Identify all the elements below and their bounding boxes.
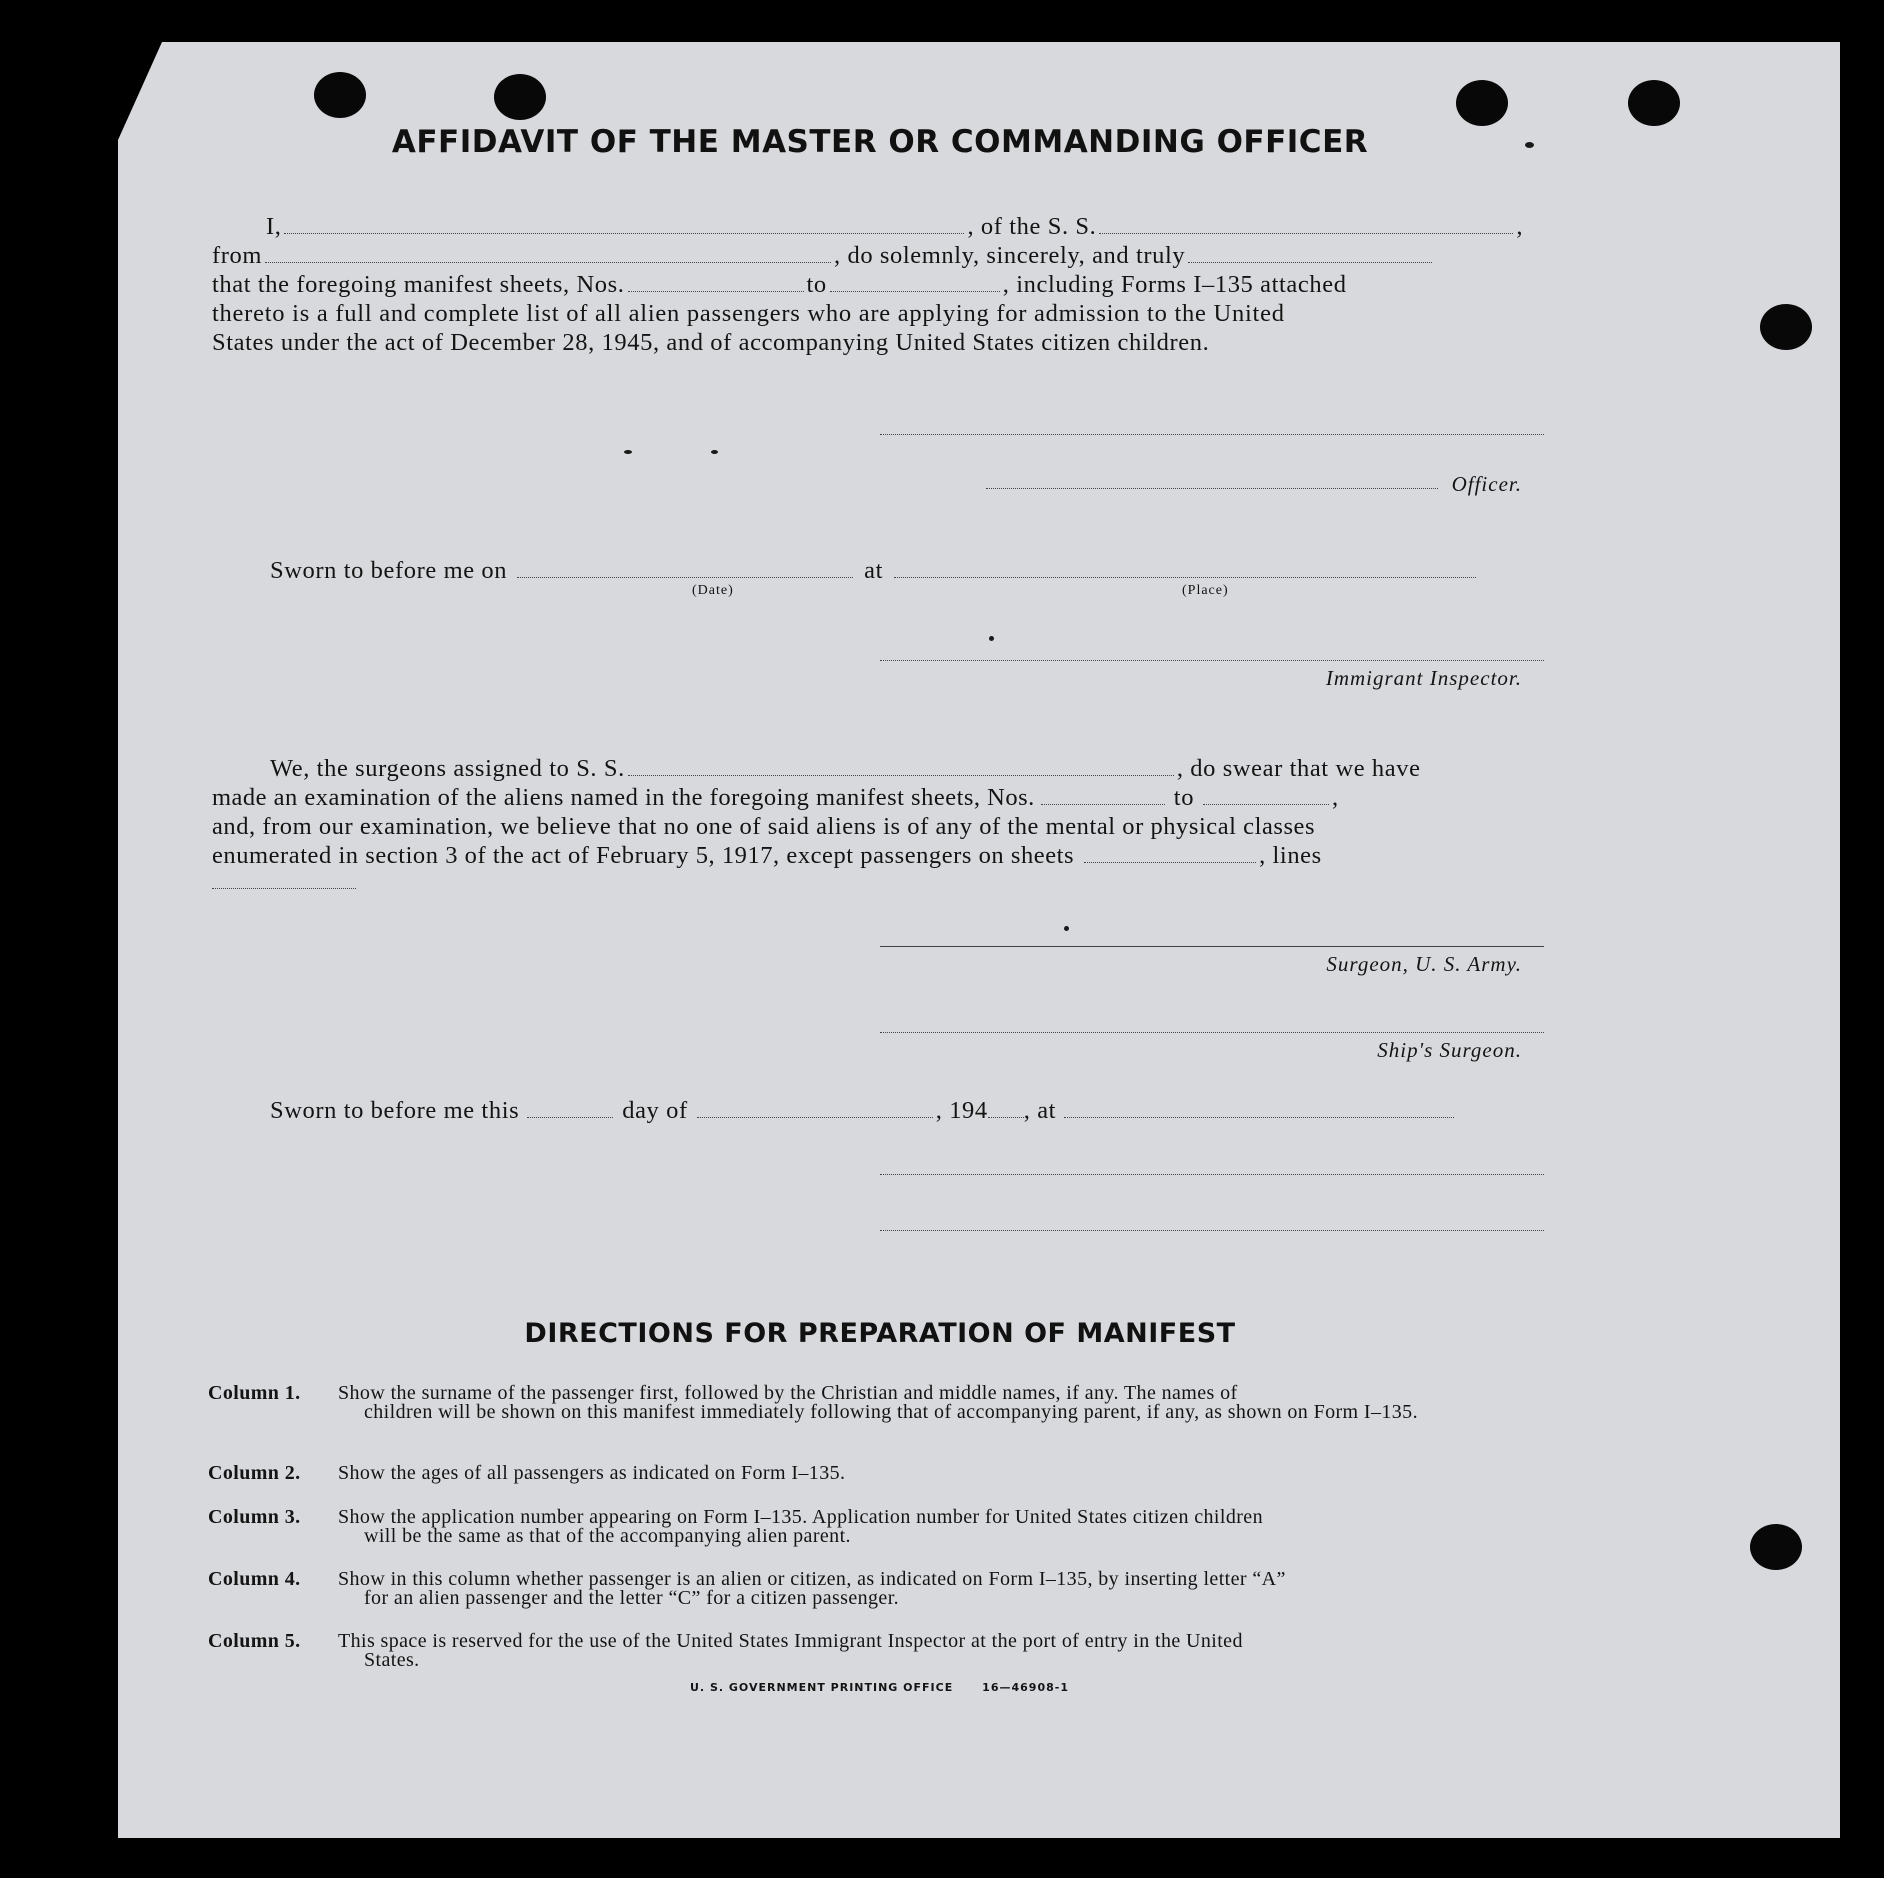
speck (1064, 926, 1069, 931)
column-text-first: Show the ages of all passengers as indicated on Form I–135. (338, 1462, 846, 1484)
signature-line[interactable] (880, 1032, 1544, 1033)
surgeons-line-3 (212, 812, 1315, 841)
army-surgeon-label: Surgeon, U. S. Army. (1326, 952, 1522, 976)
except-sheets-blank[interactable] (1084, 844, 1256, 863)
sheets-to-blank[interactable] (830, 273, 1000, 292)
column-text-first: This space is reserved for the use of the United States Immigrant Inspector at the port of entry in the United (338, 1630, 1243, 1652)
column-text (338, 1570, 1544, 1608)
affidavit-line-4 (212, 299, 1285, 328)
column-name: Column 1. (208, 1382, 301, 1404)
surgeons-text: , (1332, 784, 1339, 811)
surgeons-line-2 (212, 783, 1546, 812)
column-text-first: Show in this column whether passenger is an alien or citizen, as indicated on Form I–135, by inserting letter “A” (338, 1568, 1286, 1590)
affidavit-text: that the foregoing manifest sheets, Nos. (212, 271, 625, 298)
surgeons-line-4 (212, 841, 1546, 870)
signature-line[interactable] (880, 660, 1544, 661)
place-blank[interactable] (894, 559, 1476, 578)
column-text-first: Show the surname of the passenger first, followed by the Christian and middle names, if any. The names of (338, 1382, 1238, 1404)
signature-line[interactable] (880, 434, 1544, 435)
sworn-text: at (864, 557, 884, 584)
punch-hole (1628, 80, 1680, 126)
surgeons-line-1 (270, 754, 1546, 783)
column-name: Column 5. (208, 1630, 301, 1652)
surgeons-text: to (1173, 784, 1195, 811)
sworn-text: Sworn to before me on (270, 557, 508, 584)
column-text-rest: children will be shown on this manifest immediately following that of accompanying parent, if any, as shown on Form I–135. (364, 1401, 1418, 1423)
column-text-first: Show the application number appearing on Form I–135. Application number for United States citizen children (338, 1506, 1263, 1528)
affidavit-title: AFFIDAVIT OF THE MASTER OR COMMANDING OFFICER (391, 124, 1369, 160)
month-blank[interactable] (697, 1099, 933, 1118)
punch-hole (1456, 80, 1508, 126)
name-blank[interactable] (284, 215, 964, 234)
sworn-line-1 (270, 556, 1546, 585)
affidavit-line-5 (212, 328, 1209, 357)
ships-surgeon-label: Ship's Surgeon. (1377, 1038, 1522, 1062)
column-text (338, 1384, 1544, 1422)
immigrant-inspector-label: Immigrant Inspector. (1325, 666, 1522, 690)
lines-blank[interactable] (212, 888, 356, 889)
affidavit-text: , (1516, 213, 1524, 240)
affidavit-text: thereto is a full and complete list of all alien passengers who are applying for admission to the United (212, 300, 1285, 327)
column-name: Column 4. (208, 1568, 301, 1590)
punch-hole (494, 74, 546, 120)
surgeons-text: , lines (1259, 842, 1322, 869)
column-text-rest: for an alien passenger and the letter “C” for a citizen passenger. (364, 1587, 900, 1609)
affidavit-line-1 (266, 212, 1546, 241)
surgeons-ship-blank[interactable] (628, 757, 1174, 776)
column-text-rest: will be the same as that of the accompanying alien parent. (364, 1525, 851, 1547)
punch-hole (1760, 304, 1812, 350)
signature-line[interactable] (880, 946, 1544, 947)
directions-title: DIRECTIONS FOR PREPARATION OF MANIFEST (524, 1318, 1236, 1349)
column-name: Column 3. (208, 1506, 301, 1528)
sheets-from-blank[interactable] (1041, 786, 1165, 805)
signature-line[interactable] (986, 488, 1438, 489)
officer-label: Officer. (1451, 472, 1522, 496)
affidavit-text: to (806, 271, 827, 298)
affirmation-blank[interactable] (1188, 244, 1432, 263)
sheets-to-blank[interactable] (1203, 786, 1329, 805)
affidavit-text: States under the act of December 28, 1945, and of accompanying United States citizen children. (212, 329, 1210, 356)
affidavit-line-2 (212, 241, 1546, 270)
date-blank[interactable] (517, 559, 853, 578)
surgeons-text: enumerated in section 3 of the act of February 5, 1917, except passengers on sheets (212, 842, 1075, 869)
year-blank[interactable] (988, 1099, 1024, 1118)
speck (624, 450, 632, 454)
sworn-text: Sworn to before me this (270, 1097, 520, 1124)
column-text (338, 1632, 1544, 1670)
day-blank[interactable] (527, 1099, 613, 1118)
speck (1525, 142, 1534, 148)
affidavit-text: , including Forms I–135 attached (1002, 271, 1347, 298)
place-blank[interactable] (1064, 1099, 1454, 1118)
speck (989, 636, 994, 641)
sworn-text: day of (622, 1097, 688, 1124)
affidavit-text: , of the S. S. (967, 213, 1097, 240)
printing-office-footer: U. S. GOVERNMENT PRINTING OFFICE 16—46908-1 (690, 1681, 1069, 1694)
signature-line[interactable] (880, 1230, 1544, 1231)
ship-name-blank[interactable] (1099, 215, 1513, 234)
punch-hole (314, 72, 366, 118)
from-port-blank[interactable] (265, 244, 831, 263)
affidavit-text: I, (266, 213, 282, 240)
surgeons-text: , do swear that we have (1176, 755, 1421, 782)
column-text (338, 1464, 1544, 1483)
column-text (338, 1508, 1544, 1546)
surgeons-text: and, from our examination, we believe that no one of said aliens is of any of the mental or physical classes (212, 813, 1316, 840)
column-name: Column 2. (208, 1462, 301, 1484)
surgeons-text: We, the surgeons assigned to S. S. (270, 755, 625, 782)
sworn-text: , at (1023, 1097, 1057, 1124)
surgeons-text: made an examination of the aliens named in the foregoing manifest sheets, Nos. (212, 784, 1035, 811)
speck (711, 450, 718, 454)
affidavit-text: from (212, 242, 263, 269)
sheets-from-blank[interactable] (628, 273, 804, 292)
column-text-rest: States. (364, 1649, 420, 1671)
sworn-line-2 (270, 1096, 1546, 1125)
punch-hole (1750, 1524, 1802, 1570)
affidavit-line-3 (212, 270, 1546, 299)
affidavit-text: , do solemnly, sincerely, and truly (834, 242, 1186, 269)
place-caption: (Place) (1182, 583, 1229, 598)
signature-line[interactable] (880, 1174, 1544, 1175)
sworn-text: , 194 (935, 1097, 988, 1124)
date-caption: (Date) (692, 583, 734, 598)
